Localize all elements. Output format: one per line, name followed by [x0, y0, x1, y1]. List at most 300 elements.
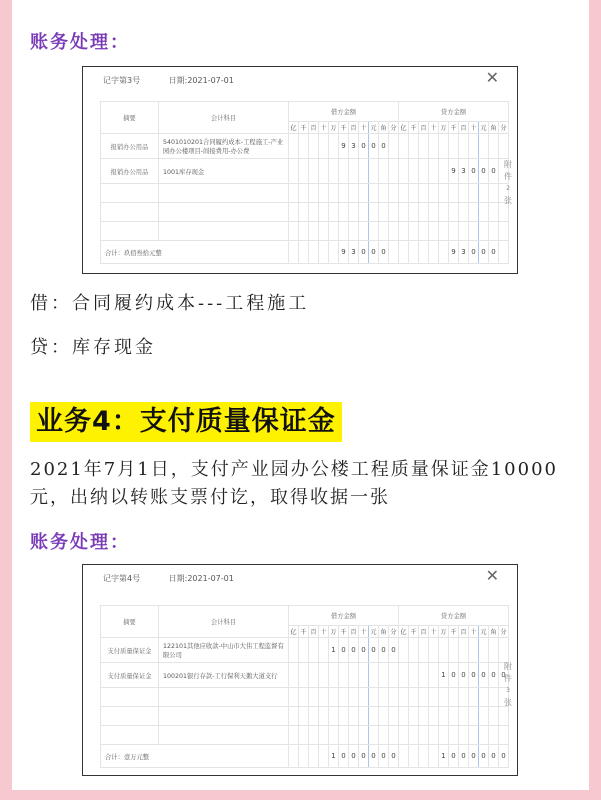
unit-label: 百 — [459, 626, 469, 638]
empty-cell — [479, 688, 489, 707]
empty-cell — [489, 222, 499, 241]
empty-cell — [389, 688, 399, 707]
empty-cell — [319, 203, 329, 222]
empty-cell — [419, 726, 429, 745]
credit-digit — [439, 159, 449, 184]
empty-cell — [479, 222, 489, 241]
empty-cell — [469, 726, 479, 745]
debit-digit — [369, 159, 379, 184]
attachment-char: 张 — [504, 698, 512, 707]
unit-label: 亿 — [399, 122, 409, 134]
unit-label: 百 — [349, 626, 359, 638]
total-label: 合计：玖佰叁拾元整 — [101, 241, 289, 264]
row-summary: 支付质量保证金 — [101, 663, 159, 688]
empty-cell — [469, 222, 479, 241]
header-summary: 摘要 — [101, 606, 159, 638]
debit-digit — [319, 134, 329, 159]
empty-cell — [349, 726, 359, 745]
empty-cell — [429, 726, 439, 745]
unit-label: 十 — [319, 626, 329, 638]
total-debit-digit: 0 — [369, 241, 379, 264]
empty-cell — [439, 726, 449, 745]
unit-label: 角 — [489, 626, 499, 638]
debit-digit — [289, 663, 299, 688]
empty-cell — [359, 184, 369, 203]
voucher-header — [103, 75, 260, 86]
debit-digit — [289, 134, 299, 159]
empty-cell — [439, 203, 449, 222]
voucher-4 — [82, 564, 518, 776]
empty-cell — [449, 688, 459, 707]
voucher-number: 记字第4号 — [103, 574, 141, 583]
credit-digit — [469, 638, 479, 663]
row-summary: 支付质量保证金 — [101, 638, 159, 663]
voucher-number: 记字第3号 — [103, 76, 141, 85]
unit-label: 千 — [339, 626, 349, 638]
empty-cell — [309, 203, 319, 222]
empty-cell — [309, 184, 319, 203]
empty-cell — [359, 707, 369, 726]
unit-label: 十 — [359, 122, 369, 134]
credit-digit: 9 — [449, 159, 459, 184]
total-credit-digit — [409, 241, 419, 264]
unit-label: 十 — [359, 626, 369, 638]
debit-digit — [289, 638, 299, 663]
credit-digit — [429, 638, 439, 663]
table-row — [101, 159, 509, 184]
unit-label: 亿 — [289, 122, 299, 134]
attachment-char: 件 — [504, 172, 512, 181]
debit-digit: 0 — [389, 638, 399, 663]
voucher-table — [100, 605, 509, 768]
empty-cell — [409, 222, 419, 241]
credit-digit — [489, 638, 499, 663]
empty-cell — [309, 222, 319, 241]
empty-cell — [449, 184, 459, 203]
total-debit-digit: 0 — [379, 241, 389, 264]
empty-cell — [479, 203, 489, 222]
empty-cell — [359, 222, 369, 241]
empty-cell — [419, 222, 429, 241]
empty-cell — [469, 203, 479, 222]
empty-cell — [299, 726, 309, 745]
empty-cell — [389, 184, 399, 203]
voucher-table — [100, 101, 509, 264]
empty-cell — [409, 726, 419, 745]
total-debit-digit: 0 — [339, 745, 349, 768]
total-credit-digit — [399, 745, 409, 768]
credit-digit: 0 — [489, 663, 499, 688]
section-heading-2: 账务处理： — [30, 532, 130, 553]
empty-cell — [429, 707, 439, 726]
unit-label: 十 — [469, 626, 479, 638]
unit-label: 分 — [499, 122, 509, 134]
debit-digit — [309, 134, 319, 159]
empty-cell — [159, 688, 289, 707]
total-credit-digit: 0 — [449, 745, 459, 768]
total-credit-digit — [429, 241, 439, 264]
credit-digit — [429, 134, 439, 159]
empty-cell — [459, 203, 469, 222]
unit-label: 万 — [329, 626, 339, 638]
credit-digit: 0 — [499, 663, 509, 688]
empty-cell — [489, 203, 499, 222]
total-debit-digit: 0 — [359, 745, 369, 768]
total-credit-digit: 0 — [479, 745, 489, 768]
empty-cell — [429, 688, 439, 707]
empty-cell — [459, 726, 469, 745]
credit-digit: 0 — [449, 663, 459, 688]
credit-digit — [419, 663, 429, 688]
empty-cell — [389, 222, 399, 241]
credit-digit — [409, 134, 419, 159]
empty-cell — [379, 707, 389, 726]
empty-cell — [339, 203, 349, 222]
debit-digit: 0 — [339, 638, 349, 663]
empty-cell — [489, 707, 499, 726]
debit-digit — [379, 663, 389, 688]
total-debit-digit: 0 — [349, 745, 359, 768]
unit-label: 百 — [459, 122, 469, 134]
total-credit-digit: 0 — [469, 241, 479, 264]
empty-cell — [369, 203, 379, 222]
empty-cell — [459, 222, 469, 241]
empty-cell — [339, 726, 349, 745]
total-debit-digit: 1 — [329, 745, 339, 768]
empty-cell — [101, 726, 159, 745]
empty-cell — [389, 707, 399, 726]
debit-digit — [309, 159, 319, 184]
empty-cell — [379, 688, 389, 707]
total-credit-digit: 1 — [439, 745, 449, 768]
empty-cell — [101, 222, 159, 241]
empty-cell — [379, 726, 389, 745]
total-credit-digit — [439, 241, 449, 264]
header-debit: 借方金额 — [289, 606, 399, 626]
unit-label: 十 — [429, 626, 439, 638]
empty-cell — [329, 707, 339, 726]
empty-cell — [489, 184, 499, 203]
debit-digit — [329, 663, 339, 688]
credit-digit — [439, 134, 449, 159]
empty-cell — [459, 707, 469, 726]
close-icon[interactable]: ✕ — [485, 566, 499, 585]
unit-label: 百 — [419, 122, 429, 134]
empty-cell — [299, 184, 309, 203]
total-debit-digit: 0 — [379, 745, 389, 768]
empty-cell — [319, 688, 329, 707]
debit-digit: 0 — [379, 638, 389, 663]
total-label: 合计：壹万元整 — [101, 745, 289, 768]
debit-digit — [309, 638, 319, 663]
total-credit-digit — [499, 241, 509, 264]
total-credit-digit: 0 — [499, 745, 509, 768]
unit-label: 角 — [379, 122, 389, 134]
empty-cell — [439, 222, 449, 241]
empty-cell — [449, 707, 459, 726]
unit-label: 千 — [339, 122, 349, 134]
empty-cell — [299, 688, 309, 707]
empty-cell — [159, 184, 289, 203]
empty-cell — [349, 707, 359, 726]
unit-label: 百 — [309, 626, 319, 638]
empty-cell — [101, 688, 159, 707]
empty-cell — [349, 688, 359, 707]
total-debit-digit: 3 — [349, 241, 359, 264]
unit-label: 万 — [439, 626, 449, 638]
empty-cell — [389, 726, 399, 745]
empty-cell — [439, 688, 449, 707]
debit-digit: 0 — [349, 638, 359, 663]
empty-cell — [449, 726, 459, 745]
debit-digit: 0 — [359, 638, 369, 663]
total-credit-digit — [409, 745, 419, 768]
debit-digit — [329, 134, 339, 159]
total-debit-digit — [389, 241, 399, 264]
empty-cell — [479, 726, 489, 745]
empty-cell — [289, 203, 299, 222]
total-row — [101, 745, 509, 768]
empty-cell — [409, 688, 419, 707]
attachment-char: 张 — [504, 196, 512, 205]
total-debit-digit — [319, 745, 329, 768]
debit-digit — [289, 159, 299, 184]
empty-cell — [399, 688, 409, 707]
credit-digit — [419, 134, 429, 159]
total-debit-digit: 0 — [359, 241, 369, 264]
empty-cell — [159, 203, 289, 222]
empty-cell — [319, 726, 329, 745]
unit-label: 分 — [389, 122, 399, 134]
debit-digit — [299, 159, 309, 184]
unit-label: 万 — [439, 122, 449, 134]
debit-digit — [359, 663, 369, 688]
credit-digit: 1 — [439, 663, 449, 688]
empty-cell — [399, 726, 409, 745]
attachment-char: 件 — [504, 674, 512, 683]
empty-cell — [299, 222, 309, 241]
unit-label: 分 — [389, 626, 399, 638]
unit-label: 十 — [319, 122, 329, 134]
debit-digit — [309, 663, 319, 688]
empty-row — [101, 707, 509, 726]
debit-digit — [299, 663, 309, 688]
total-debit-digit — [289, 745, 299, 768]
credit-digit — [459, 638, 469, 663]
unit-label: 亿 — [289, 626, 299, 638]
unit-label: 万 — [329, 122, 339, 134]
debit-digit — [359, 159, 369, 184]
credit-digit: 0 — [469, 663, 479, 688]
credit-digit — [399, 134, 409, 159]
empty-cell — [459, 184, 469, 203]
empty-cell — [289, 688, 299, 707]
empty-cell — [159, 707, 289, 726]
total-debit-digit — [309, 241, 319, 264]
empty-cell — [419, 688, 429, 707]
credit-digit — [499, 638, 509, 663]
unit-label: 亿 — [399, 626, 409, 638]
empty-cell — [289, 222, 299, 241]
credit-digit — [399, 159, 409, 184]
business-title: 业务4：支付质量保证金 — [30, 402, 342, 442]
credit-digit — [409, 638, 419, 663]
total-debit-digit: 9 — [339, 241, 349, 264]
row-summary: 报销办公用品 — [101, 159, 159, 184]
credit-digit — [419, 638, 429, 663]
empty-cell — [101, 203, 159, 222]
empty-cell — [429, 222, 439, 241]
empty-cell — [159, 726, 289, 745]
empty-row — [101, 203, 509, 222]
empty-cell — [439, 707, 449, 726]
credit-digit — [489, 134, 499, 159]
empty-cell — [339, 184, 349, 203]
empty-cell — [299, 203, 309, 222]
credit-digit — [479, 638, 489, 663]
unit-label: 千 — [409, 122, 419, 134]
empty-cell — [399, 184, 409, 203]
empty-cell — [439, 184, 449, 203]
close-icon[interactable]: ✕ — [485, 68, 499, 87]
voucher-date: 日期:2021-07-01 — [168, 76, 234, 85]
empty-cell — [329, 184, 339, 203]
empty-cell — [359, 726, 369, 745]
debit-digit — [319, 638, 329, 663]
credit-digit — [399, 663, 409, 688]
attachment-char: 2 — [506, 185, 510, 192]
empty-cell — [469, 184, 479, 203]
debit-digit — [339, 159, 349, 184]
total-credit-digit: 9 — [449, 241, 459, 264]
credit-digit — [429, 159, 439, 184]
credit-digit — [419, 159, 429, 184]
empty-cell — [309, 688, 319, 707]
empty-cell — [459, 688, 469, 707]
table-row — [101, 663, 509, 688]
credit-digit: 0 — [479, 663, 489, 688]
credit-digit: 0 — [469, 159, 479, 184]
debit-digit — [319, 663, 329, 688]
total-debit-digit — [329, 241, 339, 264]
empty-cell — [329, 203, 339, 222]
header-account: 会计科目 — [159, 606, 289, 638]
unit-label: 千 — [299, 626, 309, 638]
empty-cell — [429, 184, 439, 203]
unit-label: 百 — [349, 122, 359, 134]
empty-cell — [409, 184, 419, 203]
empty-cell — [359, 688, 369, 707]
unit-label: 元 — [369, 626, 379, 638]
unit-label: 角 — [489, 122, 499, 134]
debit-digit: 9 — [339, 134, 349, 159]
empty-cell — [101, 184, 159, 203]
credit-digit — [459, 134, 469, 159]
empty-cell — [379, 222, 389, 241]
debit-digit — [299, 638, 309, 663]
section-heading-1: 账务处理： — [30, 32, 130, 53]
empty-cell — [309, 726, 319, 745]
empty-cell — [349, 184, 359, 203]
debit-digit: 0 — [369, 134, 379, 159]
total-debit-digit — [309, 745, 319, 768]
empty-cell — [499, 726, 509, 745]
empty-cell — [349, 222, 359, 241]
voucher-3 — [82, 66, 518, 274]
empty-cell — [329, 688, 339, 707]
credit-digit — [479, 134, 489, 159]
empty-cell — [489, 726, 499, 745]
empty-cell — [419, 203, 429, 222]
total-credit-digit: 0 — [489, 745, 499, 768]
row-account: 1001库存现金 — [159, 159, 289, 184]
row-summary: 报销办公用品 — [101, 134, 159, 159]
empty-cell — [369, 222, 379, 241]
debit-digit — [379, 159, 389, 184]
empty-cell — [309, 707, 319, 726]
empty-cell — [319, 707, 329, 726]
total-credit-digit: 0 — [459, 745, 469, 768]
empty-cell — [479, 707, 489, 726]
empty-row — [101, 726, 509, 745]
empty-cell — [389, 203, 399, 222]
empty-cell — [339, 688, 349, 707]
empty-cell — [289, 184, 299, 203]
empty-cell — [369, 688, 379, 707]
unit-label: 元 — [479, 626, 489, 638]
empty-cell — [329, 726, 339, 745]
credit-digit — [409, 159, 419, 184]
total-debit-digit: 0 — [389, 745, 399, 768]
total-credit-digit: 0 — [489, 241, 499, 264]
empty-cell — [399, 707, 409, 726]
total-credit-digit — [429, 745, 439, 768]
empty-cell — [409, 707, 419, 726]
credit-digit — [449, 638, 459, 663]
empty-cell — [399, 222, 409, 241]
empty-cell — [369, 707, 379, 726]
empty-cell — [409, 203, 419, 222]
empty-cell — [369, 184, 379, 203]
debit-digit — [299, 134, 309, 159]
empty-cell — [379, 184, 389, 203]
unit-label: 十 — [469, 122, 479, 134]
empty-cell — [399, 203, 409, 222]
credit-digit — [429, 663, 439, 688]
empty-cell — [329, 222, 339, 241]
header-debit: 借方金额 — [289, 102, 399, 122]
attachment-char: 3 — [506, 687, 510, 694]
unit-label: 百 — [309, 122, 319, 134]
debit-digit — [369, 663, 379, 688]
total-credit-digit — [419, 241, 429, 264]
empty-cell — [499, 222, 509, 241]
empty-cell — [469, 688, 479, 707]
total-credit-digit: 0 — [479, 241, 489, 264]
debit-digit — [319, 159, 329, 184]
empty-cell — [449, 222, 459, 241]
debit-digit: 1 — [329, 638, 339, 663]
header-summary: 摘要 — [101, 102, 159, 134]
empty-cell — [449, 203, 459, 222]
credit-digit: 0 — [479, 159, 489, 184]
empty-cell — [319, 222, 329, 241]
empty-cell — [359, 203, 369, 222]
debit-digit — [339, 663, 349, 688]
header-credit: 贷方金额 — [399, 102, 509, 122]
empty-row — [101, 222, 509, 241]
empty-cell — [339, 222, 349, 241]
